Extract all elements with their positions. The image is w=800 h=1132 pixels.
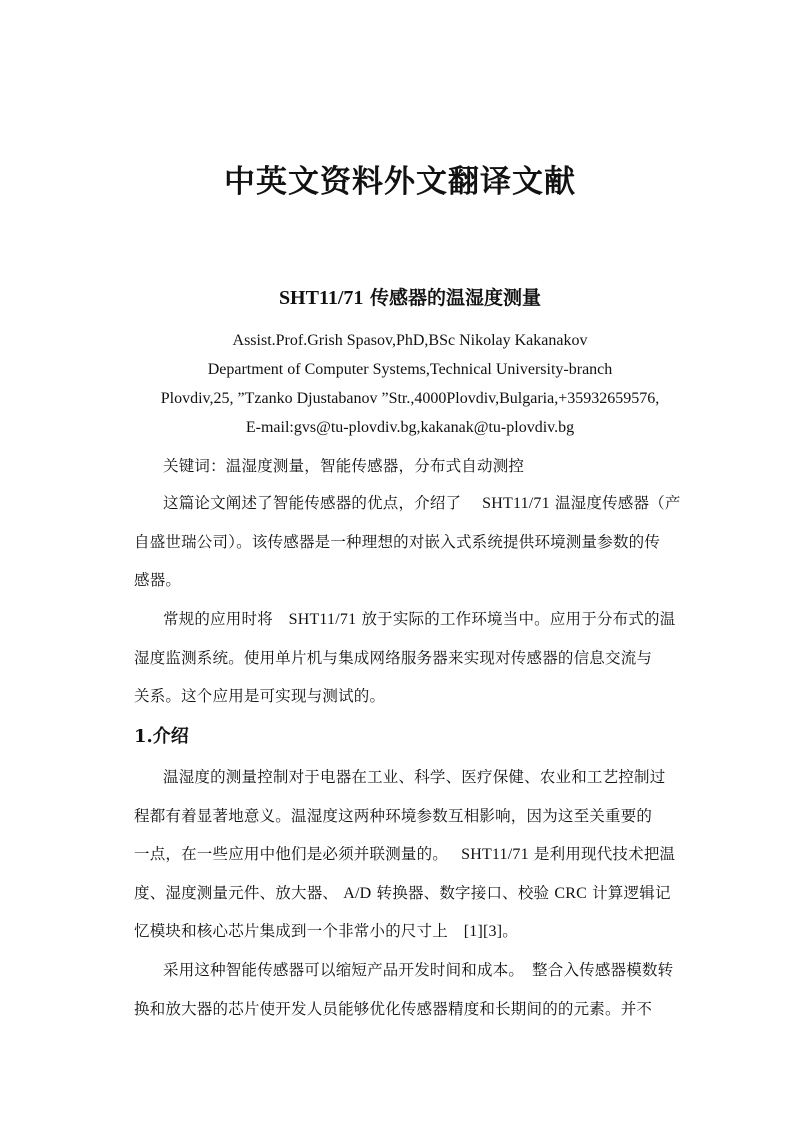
abstract-p1-line2: 自盛世瑞公司）。该传感器是一种理想的对嵌入式系统提供环境测量参数的传 <box>134 533 661 551</box>
paper-title-model: SHT11/71 <box>278 287 364 309</box>
text-run: 计算逻辑记 <box>592 884 671 902</box>
abstract-p2-line2: 湿度监测系统。使用单片机与集成网络服务器来实现对传感器的信息交流与 <box>134 649 653 667</box>
author-names: Assist.Prof.Grish Spasov,PhD,BSc Nikolay Kakanakov <box>232 332 588 349</box>
abstract-p2-line3: 关系。这个应用是可实现与测试的。 <box>134 687 386 705</box>
abstract-p1-line3: 感器。 <box>134 571 182 589</box>
text-run: 温湿度传感器（产 <box>554 494 681 512</box>
intro-p1-line2: 程都有着显著地意义。温湿度这两种环境参数互相影响，因为这至关重要的 <box>134 807 653 825</box>
paper-title <box>0 283 800 310</box>
abbreviation: CRC <box>554 885 588 902</box>
text-run: 转换器、数字接口、校验 <box>376 884 550 902</box>
keywords-line: 关键词：温湿度测量，智能传感器，分布式自动测控 <box>163 457 525 475</box>
intro-p1-line3 <box>134 842 676 864</box>
abstract-p2-line1 <box>163 607 676 629</box>
text-run: 一点，在一些应用中他们是必须并联测量的。 <box>134 845 441 863</box>
intro-p2-line1: 采用这种智能传感器可以缩短产品开发时间和成本。 整合入传感器模数转 <box>163 961 674 979</box>
author-email: E-mail:gvs@tu-plovdiv.bg,kakanak@tu-plovdiv.bg <box>245 419 575 436</box>
section-heading-introduction: 1.介绍 <box>134 726 189 747</box>
text-run: 。 <box>502 922 518 940</box>
paper-title-text: 传感器的温湿度测量 <box>363 287 542 309</box>
text-run: 常规的应用时将 <box>163 610 273 628</box>
intro-p1-line1: 温湿度的测量控制对于电器在工业、科学、医疗保健、农业和工艺控制过 <box>163 768 666 786</box>
author-department: Department of Computer Systems,Technical University-branch <box>207 361 613 378</box>
author-address: Plovdiv,25, ”Tzanko Djustabanov ”Str.,4000Plovdiv,Bulgaria,+35932659576, <box>160 390 660 407</box>
citation: [1][3] <box>463 923 503 940</box>
abbreviation: A/D <box>343 885 372 902</box>
text-run: 这篇论文阐述了智能传感器的优点，介绍了 <box>163 494 462 512</box>
model-name: SHT11/71 <box>461 846 529 863</box>
text-run: 是利用现代技术把温 <box>533 845 676 863</box>
intro-p2-line2: 换和放大器的芯片使开发人员能够优化传感器精度和长期间的的元素。并不 <box>134 1000 653 1018</box>
text-run: 放于实际的工作环境当中。应用于分布式的温 <box>361 610 676 628</box>
intro-p1-line5 <box>134 919 664 941</box>
text-run: 度、湿度测量元件、放大器、 <box>134 884 339 902</box>
model-name: SHT11/71 <box>482 495 550 512</box>
intro-p1-line4 <box>134 881 671 903</box>
text-run: 忆模块和核心芯片集成到一个非常小的尺寸上 <box>134 922 449 940</box>
model-name: SHT11/71 <box>288 611 357 628</box>
main-title: 中英文资料外文翻译文献 <box>224 164 576 200</box>
abstract-p1-line1 <box>163 491 681 513</box>
